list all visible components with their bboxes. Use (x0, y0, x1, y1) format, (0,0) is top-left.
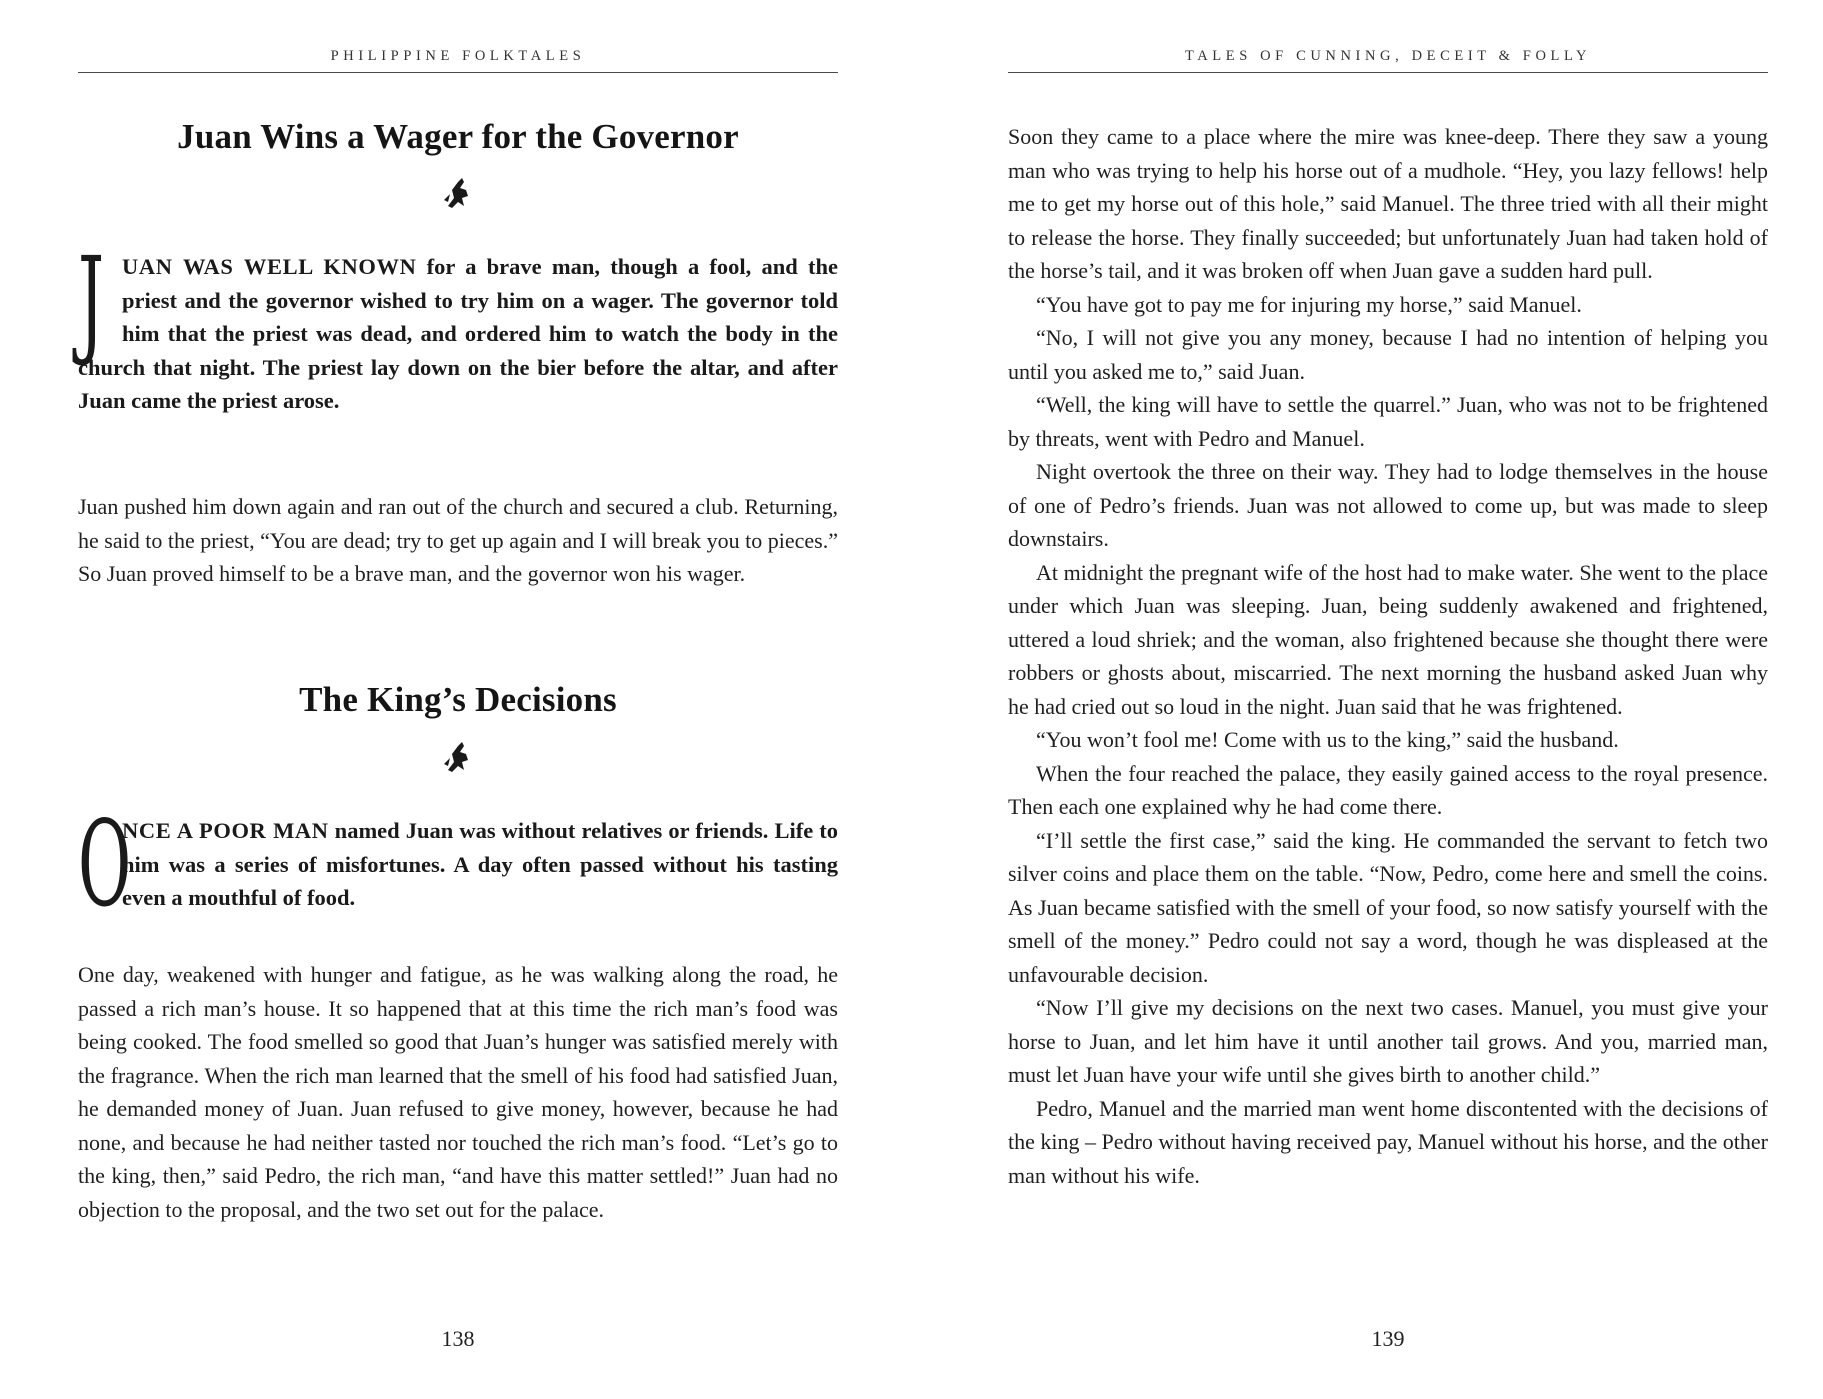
story2-lead-paragraph (78, 814, 838, 915)
paragraph: Pedro, Manuel and the married man went home discontented with the decisions of the king – Pedro without having received pay, Manuel without his horse, and the other man without his wife. (1008, 1095, 1768, 1188)
paragraph: “No, I will not give you any money, because I had no intention of helping you until you asked me to,” said Juan. (1008, 325, 1768, 384)
paragraph: “Well, the king will have to settle the quarrel.” Juan, who was not to be frightened by threats, went with Pedro and Manuel. (1008, 392, 1768, 451)
decorative-figure-icon (440, 176, 476, 210)
paragraph: “You have got to pay me for injuring my horse,” said Manuel. (1036, 291, 1582, 317)
paragraph: “I’ll settle the first case,” said the king. He commanded the servant to fetch two silver coins and place them on the table. “Now, Pedro, come here and smell the coins. As Juan became satisfied with the smell of your food, so now satisfy yourself with the smell of the money.” Pedro could not say a word, though he was displeased at the unfavourable decision. (1008, 827, 1768, 987)
paragraph: At midnight the pregnant wife of the host had to make water. She went to the place under which Juan was sleeping. Juan, being suddenly awakened and frightened, uttered a loud shriek; and the woman, also frightened because she thought there were robbers or ghosts about, miscarried. The next morning the husband asked Juan why he had cried out so loud in the night. Juan said that he was frightened. (1008, 559, 1768, 719)
running-head-left: PHILIPPINE FOLKTALES (330, 48, 586, 64)
right-page-text (1008, 120, 1768, 1192)
story-title-the-kings-decisions: The King’s Decisions (299, 680, 617, 719)
paragraph: Soon they came to a place where the mire was knee-deep. There they saw a young man who was trying to help his horse out of a mudhole. “Hey, you lazy fellows! help me to get my horse out of this hole,” said Manuel. The three tried with all their might to release the horse. They finally succeeded; but unfortunately Juan had taken hold of the horse’s tail, and it was broken off when Juan gave a sudden hard pull. (1008, 124, 1768, 283)
drop-cap-j: J (78, 231, 105, 369)
story-title-juan-wins-a-wager: Juan Wins a Wager for the Governor (177, 117, 739, 156)
header-rule-left (78, 72, 838, 73)
paragraph: Night overtook the three on their way. They had to lodge themselves in the house of one of Pedro’s friends. Juan was not allowed to come up, but was made to sleep downstairs. (1008, 459, 1768, 551)
drop-cap-o: O (78, 795, 132, 933)
decorative-figure-icon (440, 740, 476, 774)
paragraph: When the four reached the palace, they easily gained access to the royal presence. Then each one explained why he had come there. (1008, 760, 1768, 819)
page-number-left: 138 (441, 1326, 475, 1351)
story2-lead-block (78, 795, 838, 933)
story1-lead-block (78, 231, 838, 418)
paragraph: “You won’t fool me! Come with us to the king,” said the husband. (1036, 727, 1619, 752)
story2-paragraph: One day, weakened with hunger and fatigue, as he was walking along the road, he passed a rich man’s house. It so happened that at this time the rich man’s food was being cooked. The food smelled so good that Juan’s hunger was satisfied merely with the fragrance. When the rich man learned that the smell of his food had satisfied Juan, he demanded money of Juan. Juan refused to give money, however, because he had none, and because he had neither tasted nor touched the rich man’s food. “Let’s go to the king, then,” said Pedro, the rich man, “and have this matter settled!” Juan had no objection to the proposal, and the two set out for the palace. (78, 962, 838, 1222)
story1-paragraph: Juan pushed him down again and ran out of the church and secured a club. Returning, he said to the priest, “You are dead; try to get up again and I will break you to pieces.” So Juan proved himself to be a brave man, and the governor won his wager. (78, 494, 838, 586)
page-number-right: 139 (1371, 1326, 1405, 1351)
right-page (1008, 0, 1768, 1399)
story2-lead-rest: named Juan was without relatives or friends. Life to him was a series of misfortunes. A day often passed without his tasting even a mouthful of food. (122, 818, 838, 910)
header-rule-right (1008, 72, 1768, 73)
story2-lead-smallcaps: NCE A POOR MAN (122, 818, 329, 843)
story1-lead-paragraph (78, 231, 838, 418)
paragraph: “Now I’ll give my decisions on the next two cases. Manuel, you must give your horse to Juan, and let him have it until another tail grows. And you, married man, must let Juan have your wife until she gives birth to another child.” (1008, 995, 1768, 1087)
running-head-right: TALES OF CUNNING, DECEIT & FOLLY (1184, 48, 1592, 64)
story1-lead-rest: for a brave man, though a fool, and the priest and the governor wished to try him on a wager. The governor told him that the priest was dead, and ordered him to watch the body in the church that night. The priest lay down on the bier before the altar, and after Juan came the priest arose. (78, 254, 838, 413)
left-page (78, 0, 838, 1399)
story1-lead-smallcaps: UAN WAS WELL KNOWN (122, 254, 417, 279)
